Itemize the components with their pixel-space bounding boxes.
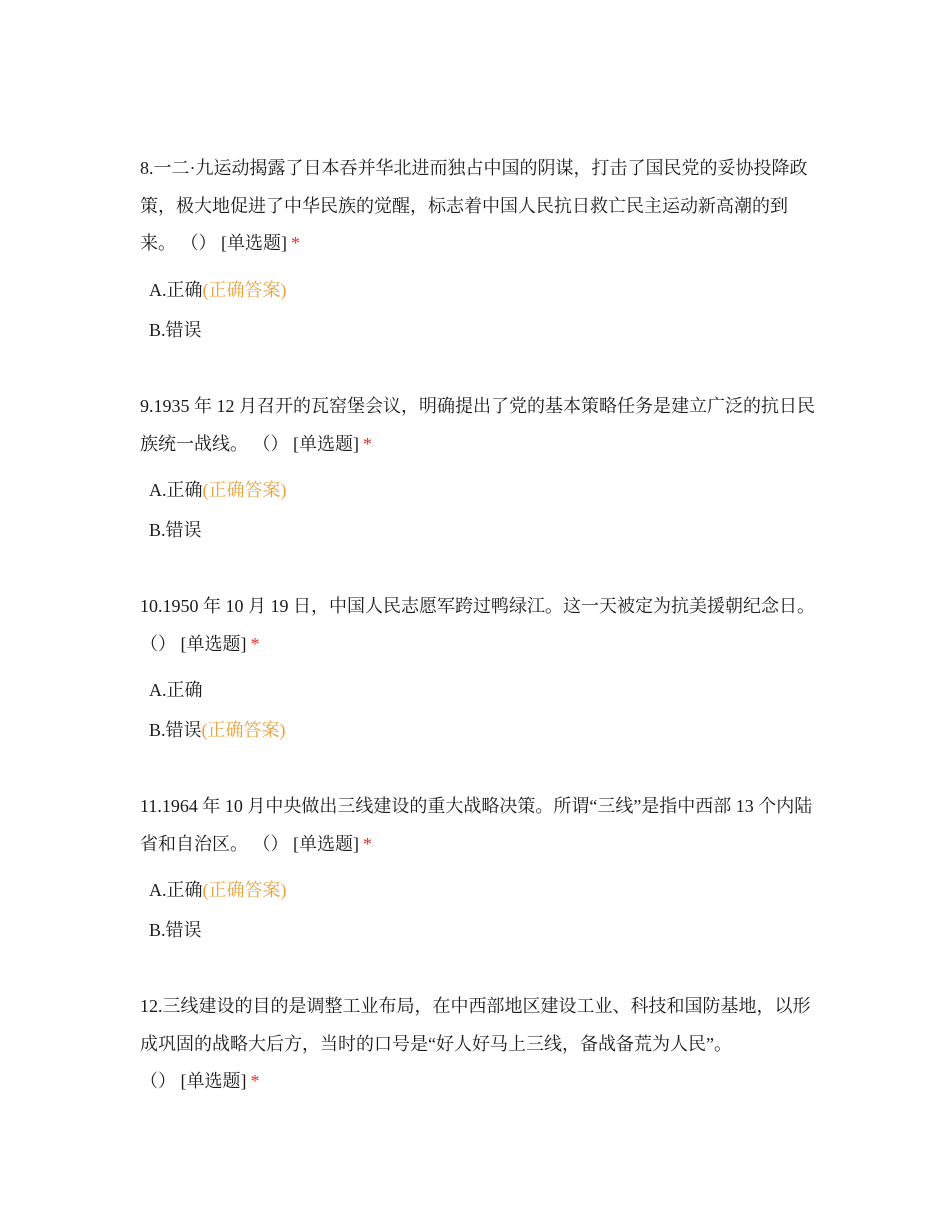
question-type: [单选题] <box>293 433 359 454</box>
answer-blank: （） <box>140 1071 176 1091</box>
question-stem: 9.1935 年 12 月召开的瓦窑堡会议，明确提出了党的基本策略任务是建立广泛的抗日民族统一战线。 <box>140 396 815 454</box>
required-asterisk: * <box>291 233 300 253</box>
option-label: B.错误 <box>149 720 202 740</box>
required-asterisk: * <box>363 433 372 454</box>
answer-blank: （） <box>252 833 289 854</box>
question-type: [单选题] <box>221 233 287 253</box>
correct-answer-mark: (正确答案) <box>202 279 287 300</box>
option-label: B.错误 <box>149 520 202 540</box>
question-meta <box>253 434 373 454</box>
question-text <box>140 588 820 663</box>
question-stem: 8.一二·九运动揭露了日本吞并华北进而独占中国的阴谋，打击了国民党的妥协投降政策，极大地促进了中华民族的觉醒，标志着中国人民抗日救亡民主运动新高潮的到来。 <box>140 158 808 253</box>
question-text <box>140 788 820 863</box>
option-a[interactable] <box>149 470 820 510</box>
question-type: [单选题] <box>180 633 247 654</box>
required-asterisk: * <box>250 1071 260 1091</box>
question-text <box>140 388 820 463</box>
options-list <box>140 670 820 750</box>
option-label: A.正确 <box>149 680 203 700</box>
option-a[interactable] <box>149 670 820 710</box>
option-a[interactable] <box>149 870 820 910</box>
option-b[interactable] <box>149 710 820 750</box>
answer-blank: （） <box>180 233 217 253</box>
option-a[interactable] <box>149 270 820 310</box>
question-12 <box>140 988 820 1101</box>
option-label: A.正确 <box>149 480 203 500</box>
correct-answer-mark: (正确答案) <box>201 720 286 740</box>
answer-blank: （） <box>140 633 176 654</box>
required-asterisk: * <box>250 633 260 654</box>
answer-blank: （） <box>252 433 289 454</box>
question-meta <box>253 834 373 854</box>
question-meta <box>140 634 260 654</box>
option-label: A.正确 <box>149 880 203 900</box>
question-11 <box>140 788 820 950</box>
question-type: [单选题] <box>180 1071 247 1091</box>
question-text <box>140 988 820 1101</box>
question-stem: 12.三线建设的目的是调整工业布局，在中西部地区建设工业、科技和国防基地，以形成巩固的战略大后方，当时的口号是“好人好马上三线，备战备荒为人民”。 <box>140 996 811 1054</box>
options-list <box>140 470 820 550</box>
option-label: B.错误 <box>149 920 202 940</box>
correct-answer-mark: (正确答案) <box>202 480 287 500</box>
question-9 <box>140 388 820 550</box>
options-list <box>140 270 820 350</box>
required-asterisk: * <box>363 833 372 854</box>
question-10 <box>140 588 820 750</box>
question-text <box>140 150 820 263</box>
option-label: A.正确 <box>149 279 203 300</box>
question-stem: 11.1964 年 10 月中央做出三线建设的重大战略决策。所谓“三线”是指中西部 13 个内陆省和自治区。 <box>140 796 813 854</box>
option-b[interactable] <box>149 910 820 950</box>
option-b[interactable] <box>149 510 820 550</box>
option-b[interactable] <box>149 310 820 350</box>
options-list <box>140 870 820 950</box>
question-meta <box>140 1071 260 1091</box>
question-stem: 10.1950 年 10 月 19 日，中国人民志愿军跨过鸭绿江。这一天被定为抗美援朝纪念日。 <box>140 596 815 616</box>
correct-answer-mark: (正确答案) <box>202 880 287 900</box>
option-label: B.错误 <box>149 319 202 340</box>
question-meta <box>181 233 301 253</box>
question-8 <box>140 150 820 350</box>
question-type: [单选题] <box>293 833 359 854</box>
